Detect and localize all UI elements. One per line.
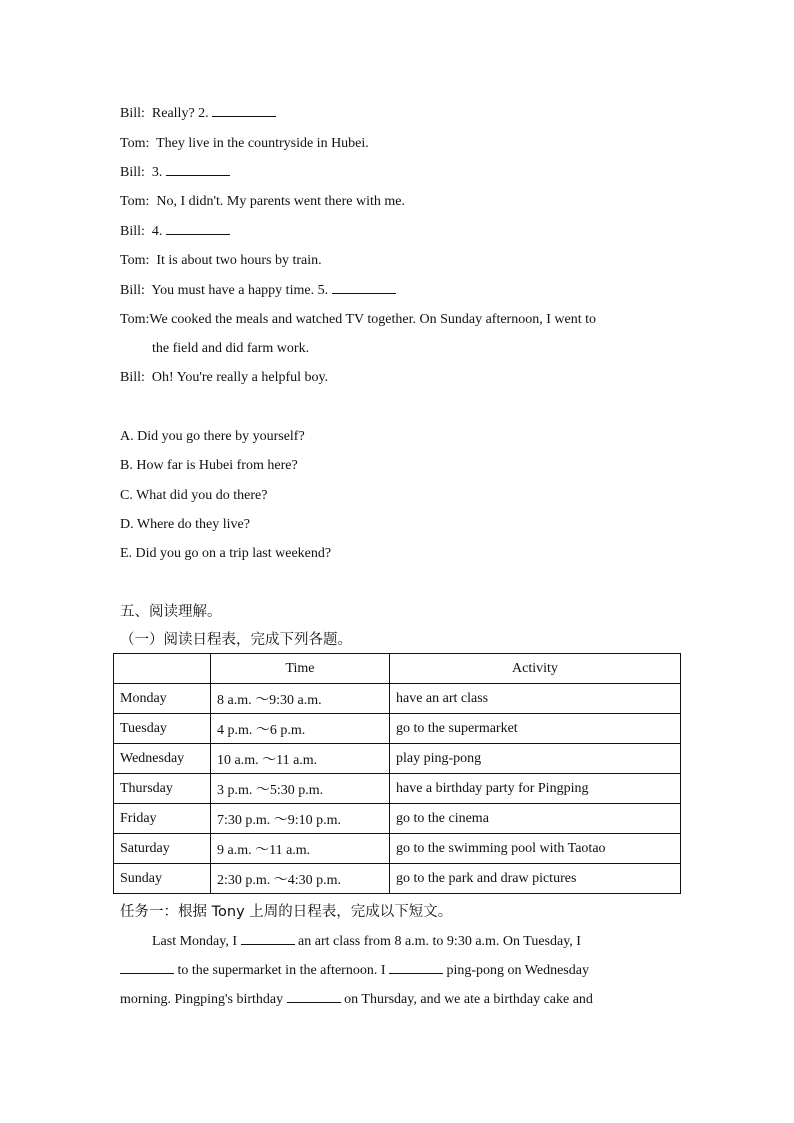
- time-cell: 7:30 p.m. ～9:10 p.m.: [211, 804, 390, 834]
- answer-blank[interactable]: [389, 962, 443, 974]
- option-e: E. Did you go on a trip last weekend?: [120, 546, 332, 561]
- table-row: [114, 834, 681, 864]
- header-time: Time: [211, 654, 390, 684]
- table-row: [114, 774, 681, 804]
- day-cell: Wednesday: [114, 744, 211, 774]
- dialogue-text: It is about two hours by train.: [156, 253, 322, 268]
- speaker: Bill:: [120, 283, 145, 298]
- dialogue-line-4: [120, 223, 230, 241]
- speaker: Tom:: [120, 253, 150, 268]
- time-cell: 10 a.m. ～11 a.m.: [211, 744, 390, 774]
- activity-cell: go to the supermarket: [390, 714, 681, 744]
- activity-cell: go to the swimming pool with Taotao: [390, 834, 681, 864]
- option-b: B. How far is Hubei from here?: [120, 458, 298, 473]
- passage-text: ping-pong on Wednesday: [442, 963, 589, 978]
- dialogue-continuation: [152, 340, 309, 358]
- header-day: [114, 654, 211, 684]
- option-c: C. What did you do there?: [120, 488, 268, 503]
- dialogue-line-2: [120, 105, 276, 123]
- dialogue-text: Oh! You're really a helpful boy.: [151, 370, 329, 385]
- activity-cell: go to the cinema: [390, 804, 681, 834]
- answer-blank[interactable]: [287, 991, 341, 1003]
- day-cell: Thursday: [114, 774, 211, 804]
- table-row: [114, 684, 681, 714]
- answer-blank[interactable]: [120, 962, 174, 974]
- day-cell: Friday: [114, 804, 211, 834]
- table-header-row: [114, 654, 681, 684]
- activity-cell: play ping-pong: [390, 744, 681, 774]
- speaker: Bill:: [120, 370, 145, 385]
- passage-text: Last Monday, I: [152, 934, 241, 949]
- speaker: Tom:: [120, 194, 150, 209]
- time-cell: 3 p.m. ～5:30 p.m.: [211, 774, 390, 804]
- activity-cell: go to the park and draw pictures: [390, 864, 681, 894]
- speaker: Bill:: [120, 165, 145, 180]
- option-a: A. Did you go there by yourself?: [120, 429, 305, 444]
- passage-line-1: [152, 933, 581, 951]
- dialogue-line-3: [120, 164, 230, 182]
- passage-line-3: [120, 991, 593, 1009]
- passage-line-2: [120, 962, 589, 980]
- day-cell: Saturday: [114, 834, 211, 864]
- day-cell: Sunday: [114, 864, 211, 894]
- dialogue-text: We cooked the meals and watched TV together. On Sunday afternoon, I went to: [149, 312, 596, 327]
- passage-text: on Thursday, and we ate a birthday cake and: [340, 992, 593, 1007]
- dialogue-line: [120, 311, 596, 329]
- speaker: Tom:: [120, 136, 150, 151]
- activity-cell: have a birthday party for Pingping: [390, 774, 681, 804]
- speaker: Tom:: [120, 312, 150, 327]
- day-cell: Tuesday: [114, 714, 211, 744]
- dialogue-text: Really? 2.: [151, 106, 213, 121]
- dialogue-text: 4.: [151, 224, 166, 239]
- day-cell: Monday: [114, 684, 211, 714]
- dialogue-text: 3.: [151, 165, 166, 180]
- speaker: Bill:: [120, 224, 145, 239]
- dialogue-line: [120, 369, 328, 387]
- table-row: [114, 714, 681, 744]
- time-cell: 9 a.m. ～11 a.m.: [211, 834, 390, 864]
- task-title: 任务一：根据 Tony 上周的日程表，完成以下短文。: [120, 904, 453, 920]
- dialogue-line: [120, 252, 322, 270]
- dialogue-text: No, I didn't. My parents went there with me.: [156, 194, 405, 209]
- table-row: [114, 804, 681, 834]
- dialogue-line: [120, 193, 405, 211]
- table-row: [114, 864, 681, 894]
- passage-text: an art class from 8 a.m. to 9:30 a.m. On Tuesday, I: [294, 934, 581, 949]
- speaker: Bill:: [120, 106, 145, 121]
- table-row: [114, 744, 681, 774]
- activity-cell: have an art class: [390, 684, 681, 714]
- answer-blank[interactable]: [241, 933, 295, 945]
- passage-text: morning. Pingping's birthday: [120, 992, 287, 1007]
- dialogue-text: They live in the countryside in Hubei.: [156, 136, 369, 151]
- subsection-title: （一）阅读日程表，完成下列各题。: [120, 632, 352, 648]
- dialogue-text: You must have a happy time. 5.: [151, 283, 332, 298]
- dialogue-text: the field and did farm work.: [152, 341, 310, 356]
- answer-blank[interactable]: [166, 223, 230, 235]
- dialogue-line-5: [120, 282, 396, 300]
- schedule-table: [113, 653, 681, 894]
- answer-blank[interactable]: [212, 105, 276, 117]
- passage-text: to the supermarket in the afternoon. I: [174, 963, 389, 978]
- time-cell: 4 p.m. ～6 p.m.: [211, 714, 390, 744]
- dialogue-line: [120, 135, 369, 153]
- time-cell: 8 a.m. ～9:30 a.m.: [211, 684, 390, 714]
- header-activity: Activity: [390, 654, 681, 684]
- section-title: 五、阅读理解。: [120, 604, 222, 620]
- time-cell: 2:30 p.m. ～4:30 p.m.: [211, 864, 390, 894]
- answer-blank[interactable]: [166, 164, 230, 176]
- answer-blank[interactable]: [332, 282, 396, 294]
- option-d: D. Where do they live?: [120, 517, 250, 532]
